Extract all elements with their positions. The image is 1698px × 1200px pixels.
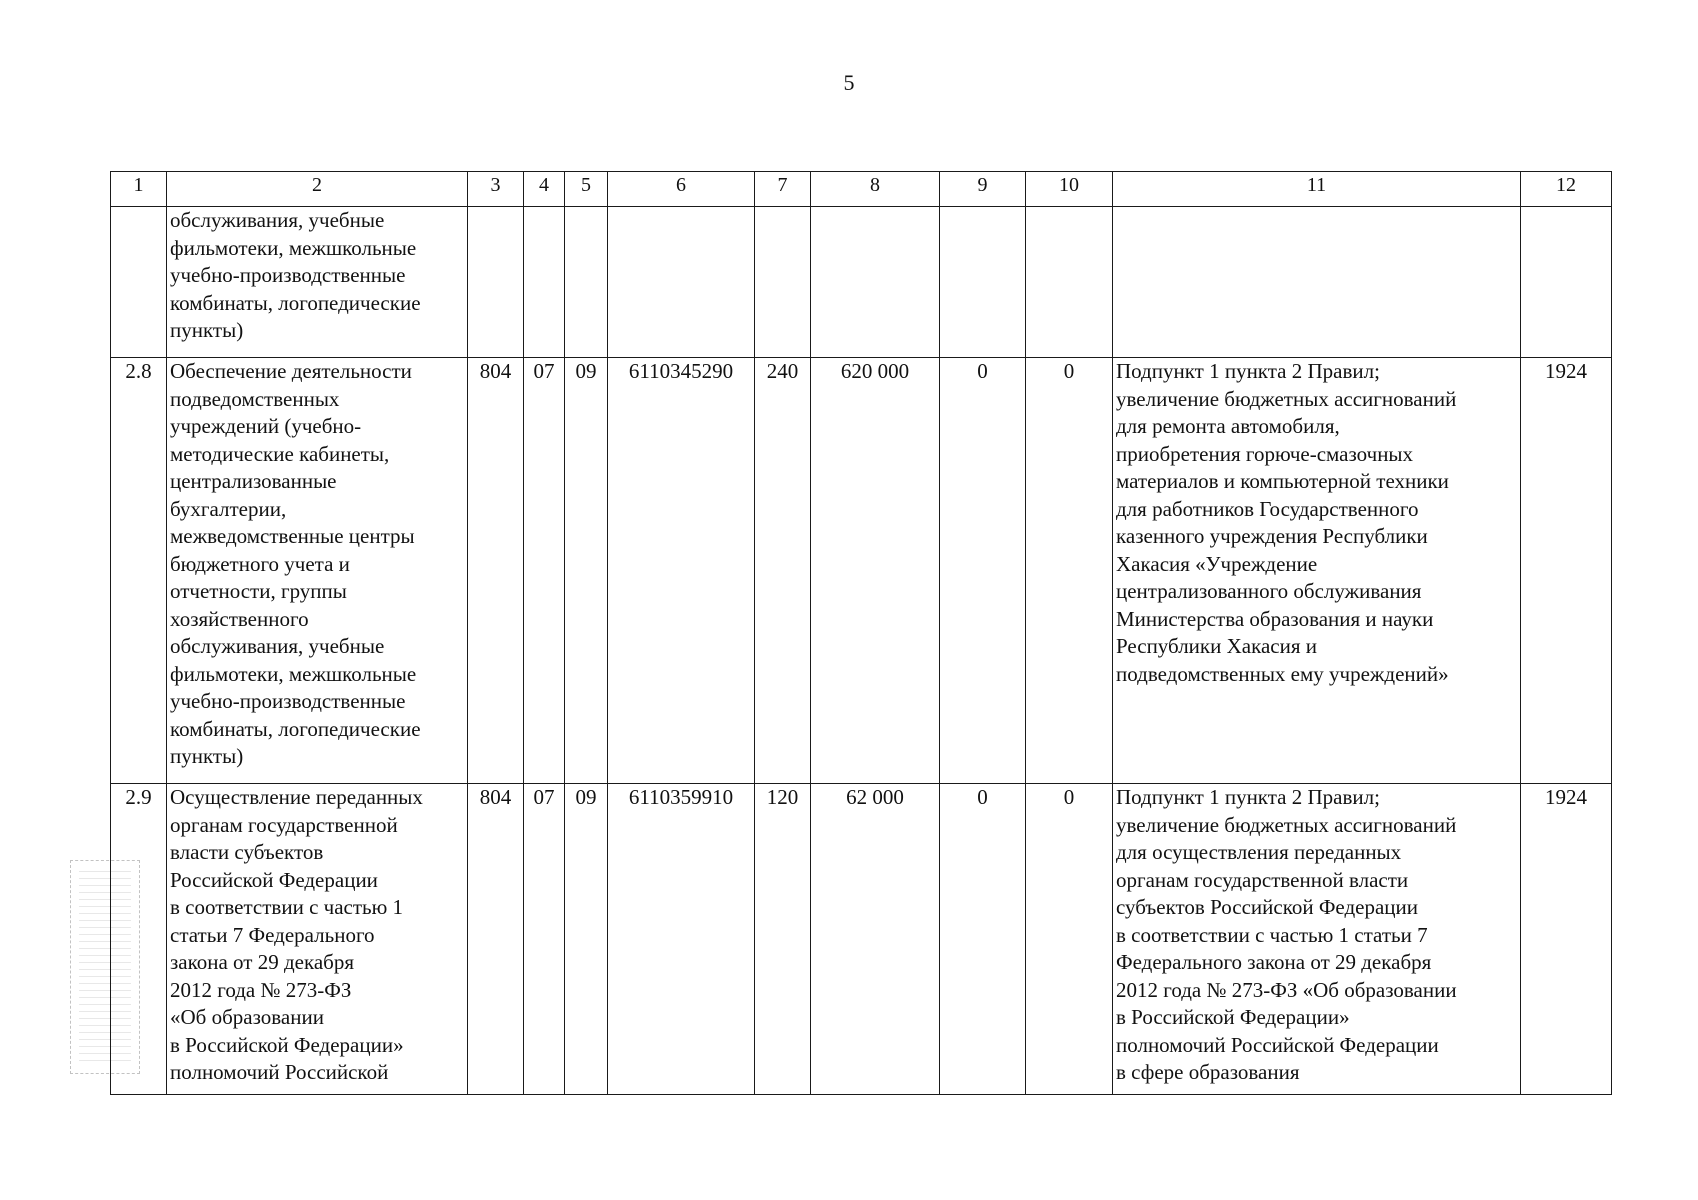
text-line: для работников Государственного [1116, 496, 1419, 521]
cell-empty [940, 207, 1026, 358]
text-line: в сфере образования [1116, 1060, 1300, 1084]
header-cell: 8 [811, 172, 940, 207]
text-line: органам государственной [170, 812, 398, 837]
header-cell: 7 [755, 172, 811, 207]
text-line: пункты) [170, 744, 244, 768]
header-cell: 2 [167, 172, 468, 207]
cell-empty [1113, 207, 1521, 358]
text-line: межведомственные центры [170, 524, 415, 548]
text-line: власти субъектов [170, 840, 324, 864]
cell-empty [524, 207, 565, 358]
text-line: Министерства образования и науки [1116, 606, 1434, 631]
cell-amount: 62 000 [811, 784, 940, 1095]
header-cell: 4 [524, 172, 565, 207]
header-cell: 3 [468, 172, 524, 207]
table-row-continuation [111, 207, 1612, 358]
cell-basis [1113, 784, 1521, 1095]
cell-item-number: 2.8 [111, 358, 167, 784]
text-line: 2012 года № 273-ФЗ «Об образовании [1116, 977, 1457, 1002]
text-line: Подпункт 1 пункта 2 Правил; [1116, 785, 1380, 809]
text-line: учреждений (учебно- [170, 414, 362, 438]
text-line: Обеспечение деятельности [170, 359, 412, 383]
text-line: комбинаты, логопедические [170, 716, 421, 741]
cell-empty [468, 207, 524, 358]
text-line: органам государственной власти [1116, 867, 1409, 892]
text-line: в Российской Федерации» [1116, 1005, 1350, 1029]
text-line: в соответствии с частью 1 [170, 895, 404, 919]
text-line: централизованного обслуживания [1116, 579, 1422, 603]
text-line: комбинаты, логопедические [170, 290, 421, 315]
text-line: «Об образовании [170, 1005, 324, 1029]
text-line: статьи 7 Федерального [170, 922, 375, 947]
text-line: учебно-производственные [170, 263, 406, 287]
text-line: Республики Хакасия и [1116, 634, 1317, 658]
table-header-row [111, 172, 1612, 207]
cell-target-article: 6110345290 [608, 358, 755, 784]
cell-empty [565, 207, 608, 358]
cell-empty [811, 207, 940, 358]
text-line: подведомственных ему учреждений» [1116, 661, 1449, 686]
cell-code: 1924 [1521, 358, 1612, 784]
text-line: фильмотеки, межшкольные [170, 661, 417, 686]
header-cell: 1 [111, 172, 167, 207]
cell-amount-year-after: 0 [1026, 784, 1113, 1095]
cell-empty [111, 207, 167, 358]
text-line: Подпункт 1 пункта 2 Правил; [1116, 359, 1380, 383]
text-line: 2012 года № 273-ФЗ [170, 977, 352, 1002]
text-line: Российской Федерации [170, 867, 378, 892]
text-line: в соответствии с частью 1 статьи 7 [1116, 922, 1428, 947]
text-line: обслуживания, учебные [170, 634, 385, 658]
text-line: обслуживания, учебные [170, 208, 385, 232]
cell-subsection: 09 [565, 784, 608, 1095]
text-line: в Российской Федерации» [170, 1032, 404, 1057]
cell-amount-year-after: 0 [1026, 358, 1113, 784]
header-cell: 11 [1113, 172, 1521, 207]
text-line: полномочий Российской [170, 1060, 389, 1084]
cell-expense-type: 240 [755, 358, 811, 784]
text-line: хозяйственного [170, 606, 309, 631]
cell-section: 07 [524, 358, 565, 784]
text-line: фильмотеки, межшкольные [170, 235, 417, 260]
table-row [111, 358, 1612, 784]
text-line: методические кабинеты, [170, 441, 390, 466]
cell-item-number: 2.9 [111, 784, 167, 1095]
header-cell: 5 [565, 172, 608, 207]
text-line: Федерального закона от 29 декабря [1116, 950, 1432, 974]
cell-empty [1026, 207, 1113, 358]
cell-subsection: 09 [565, 358, 608, 784]
cell-expense-type: 120 [755, 784, 811, 1095]
text-line: закона от 29 декабря [170, 950, 355, 974]
table-row [111, 784, 1612, 1095]
text-line: бюджетного учета и [170, 551, 350, 576]
text-line: приобретения горюче-смазочных [1116, 441, 1414, 466]
text-line: материалов и компьютерной техники [1116, 469, 1449, 493]
text-line: казенного учреждения Республики [1116, 524, 1428, 548]
cell-empty [1521, 207, 1612, 358]
text-line: полномочий Российской Федерации [1116, 1032, 1439, 1057]
text-line: Осуществление переданных [170, 785, 423, 809]
cell-ministry-code: 804 [468, 358, 524, 784]
cell-description [167, 207, 468, 358]
cell-empty [755, 207, 811, 358]
text-line: подведомственных [170, 386, 340, 411]
text-line: субъектов Российской Федерации [1116, 895, 1419, 919]
text-line: увеличение бюджетных ассигнований [1116, 386, 1457, 411]
cell-target-article: 6110359910 [608, 784, 755, 1095]
text-line: увеличение бюджетных ассигнований [1116, 812, 1457, 837]
budget-changes-table [110, 171, 1612, 1095]
cell-description [167, 784, 468, 1095]
text-line: централизованные [170, 469, 337, 493]
header-cell: 6 [608, 172, 755, 207]
header-cell: 12 [1521, 172, 1612, 207]
cell-section: 07 [524, 784, 565, 1095]
cell-amount: 620 000 [811, 358, 940, 784]
text-line: Хакасия «Учреждение [1116, 551, 1318, 576]
text-line: для осуществления переданных [1116, 840, 1402, 864]
cell-amount-next-year: 0 [940, 358, 1026, 784]
cell-empty [608, 207, 755, 358]
cell-code: 1924 [1521, 784, 1612, 1095]
text-line: отчетности, группы [170, 579, 347, 603]
header-cell: 10 [1026, 172, 1113, 207]
header-cell: 9 [940, 172, 1026, 207]
cell-amount-next-year: 0 [940, 784, 1026, 1095]
text-line: пункты) [170, 318, 244, 342]
cell-description [167, 358, 468, 784]
text-line: для ремонта автомобиля, [1116, 414, 1340, 438]
text-line: учебно-производственные [170, 689, 406, 713]
cell-basis [1113, 358, 1521, 784]
cell-ministry-code: 804 [468, 784, 524, 1095]
text-line: бухгалтерии, [170, 496, 287, 521]
page-number: 5 [843, 70, 855, 95]
